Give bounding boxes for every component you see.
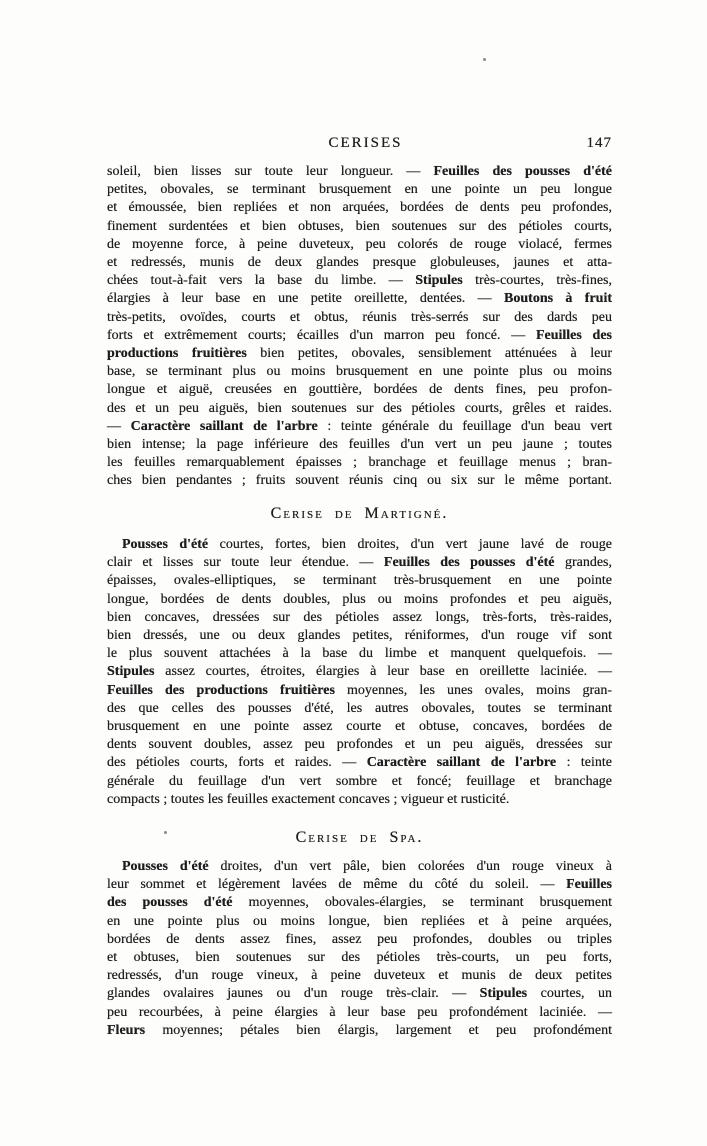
page-number: 147	[586, 135, 612, 151]
paragraph	[107, 858, 612, 1040]
text-line: le plus souvent attachées à la base du limbe et manquent quelquefois. —	[107, 646, 612, 662]
text-line: clair et lisses sur toute leur étendue. — Feuilles des pousses d'été grandes,	[107, 555, 612, 571]
text-line: chées tout-à-fait vers la base du limbe. — Stipules très-courtes, très-fines,	[107, 273, 612, 289]
text-line: compacts ; toutes les feuilles exactement concaves ; vigueur et rusticité.	[107, 791, 510, 807]
section-heading: Cerise de Martigné.	[270, 505, 449, 522]
text-line: Pousses d'été droites, d'un vert pâle, bien colorées d'un rouge vineux à	[122, 859, 612, 874]
text-line: générale du feuillage d'un vert sombre et foncé; feuillage et branchage	[107, 773, 612, 789]
text-line: — Caractère saillant de l'arbre : teinte générale du feuillage d'un beau vert	[107, 418, 612, 434]
text-line: et redressés, munis de deux glandes presque globuleuses, jaunes et atta-	[107, 255, 612, 271]
text-line: bien dressés, une ou deux glandes petites, réniformes, d'un rouge vif sont	[107, 628, 612, 644]
text-line: redressés, d'un rouge vineux, à peine duveteux et munis de deux petites	[107, 968, 612, 984]
section-heading: Cerise de Spa.	[295, 829, 424, 846]
text-line: et émoussée, bien repliées et non arquées, bordées de dents peu profondes,	[107, 200, 612, 216]
text-line: épaisses, ovales-elliptiques, se terminant très-brusquement en une pointe	[107, 573, 612, 589]
text-line: en une pointe plus ou moins longue, bien repliées et à peine arquées,	[107, 913, 612, 929]
text-line: des pousses d'été moyennes, obovales-élargies, se terminant brusquement	[107, 895, 612, 911]
text-line: forts et extrêmement courts; écailles d'un marron peu foncé. — Feuilles des	[107, 327, 612, 343]
text-line: très-petits, ovoïdes, courts et obtus, réunis très-serrés sur des dards peu	[107, 309, 612, 325]
text-line: soleil, bien lisses sur toute leur longueur. — Feuilles des pousses d'été	[107, 164, 612, 179]
text-line: brusquement en une pointe assez courte et obtuse, concaves, bordées de	[107, 719, 612, 735]
text-line: de moyenne force, à peine duveteux, peu colorés de rouge violacé, fermes	[107, 236, 612, 252]
text-line: productions fruitières bien petites, obovales, sensiblement atténuées à leur	[107, 346, 612, 362]
text-line: des que celles des pousses d'été, les autres obovales, toutes se terminant	[107, 700, 612, 716]
text-line: Pousses d'été courtes, fortes, bien droites, d'un vert jaune lavé de rouge	[122, 537, 612, 552]
text-line: leur sommet et légèrement lavées de même du côté du soleil. — Feuilles	[107, 877, 612, 893]
running-header-title: CERISES	[328, 135, 403, 151]
text-line: bien concaves, dressées sur des pétioles assez longs, très-forts, très-raides,	[107, 609, 612, 625]
text-line: ches bien pendantes ; fruits souvent réunis cinq ou six sur le même portant.	[107, 473, 612, 489]
text-line: et obtuses, bien soutenues sur des pétioles très-courts, un peu forts,	[107, 950, 612, 966]
text-line: les feuilles remarquablement épaisses ; branchage et feuillage menus ; bran-	[107, 455, 612, 471]
paragraph	[107, 163, 612, 491]
paragraph	[107, 536, 612, 809]
text-line: élargies à leur base en une petite oreillette, dentées. — Boutons à fruit	[107, 291, 613, 307]
text-line: bien intense; la page inférieure des feuilles d'un vert un peu jaune ; toutes	[107, 437, 612, 453]
text-line: petites, obovales, se terminant brusquement en une pointe un peu longue	[107, 182, 612, 198]
text-line: Stipules assez courtes, étroites, élargies à leur base en oreillette laciniée. —	[107, 664, 612, 680]
text-line: longue et aiguë, creusées en gouttière, bordées de dents fines, peu profon-	[107, 382, 612, 398]
text-line: des pétioles courts, forts et raides. — Caractère saillant de l'arbre : teinte	[107, 755, 612, 771]
text-line: finement surdentées et bien obtuses, bien soutenues sur des pétioles courts,	[107, 218, 612, 234]
ink-speck	[164, 831, 167, 834]
text-line: Fleurs moyennes; pétales bien élargis, largement et peu profondément	[107, 1022, 612, 1038]
text-block	[107, 0, 612, 1146]
text-line: Feuilles des productions fruitières moyennes, les unes ovales, moins gran-	[107, 682, 612, 698]
text-line: glandes ovalaires jaunes ou d'un rouge très-clair. — Stipules courtes, un	[107, 986, 612, 1002]
ink-speck	[483, 58, 486, 61]
text-line: dents souvent doubles, assez peu profondes et un peu aiguës, dressées sur	[107, 737, 612, 753]
text-line: bordées de dents assez fines, assez peu profondes, doubles ou triples	[107, 931, 612, 947]
text-line: base, se terminant plus ou moins brusquement en une pointe plus ou moins	[107, 364, 612, 380]
text-line: peu recourbées, à peine élargies à leur base peu profondément laciniée. —	[107, 1004, 612, 1020]
text-line: des et un peu aiguës, bien soutenues sur des pétioles courts, grêles et raides.	[107, 400, 612, 416]
text-line: longue, bordées de dents doubles, plus ou moins profondes et peu aiguës,	[107, 591, 612, 607]
